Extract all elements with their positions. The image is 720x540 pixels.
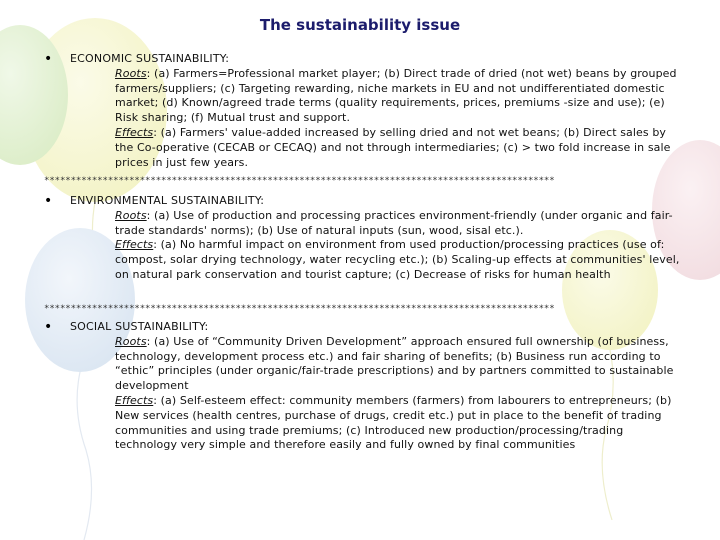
roots-paragraph <box>115 67 684 126</box>
effects-paragraph <box>115 126 684 170</box>
effects-text: : (a) No harmful impact on environment from used production/processing practices (use of: compost, solar drying technology, water recycling etc.); (b) Scaling-up effects at communities' level, on natural park conservation and tourist capture; (c) Decrease of risks for human health <box>115 238 680 281</box>
roots-label: Roots <box>115 334 147 348</box>
roots-text: : (a) Farmers=Professional market player; (b) Direct trade of dried (not wet) beans by grouped farmers/suppliers; (c) Targeting rewarding, niche markets in EU and not undifferentiated domestic market; (d) Known/agreed trade terms (quality requirements, prices, premiums -size and use); (e) Risk sharing; (f) Mutual trust and support. <box>115 66 677 125</box>
bullet: • <box>44 193 53 209</box>
effects-paragraph <box>115 394 684 453</box>
effects-text: : (a) Self-esteem effect: community members (farmers) from labourers to entrepreneurs; (b) New services (health centres, purchase of drugs, credit etc.) put in place to the benefit of trading communities and using trade premiums; (c) Introduced new production/processing/trading technology very simple and therefore easily and fully owned by final communities <box>115 393 672 452</box>
bullet: • <box>44 319 53 335</box>
effects-label: Effects <box>115 393 154 407</box>
section-heading: ECONOMIC SUSTAINABILITY: <box>70 52 230 65</box>
section-environmental <box>44 194 684 283</box>
section-heading: ENVIRONMENTAL SUSTAINABILITY: <box>70 194 265 207</box>
section-social <box>44 320 684 453</box>
roots-label: Roots <box>115 66 147 80</box>
roots-paragraph <box>115 209 684 239</box>
separator-line: ************************************************************************************************ <box>44 304 555 314</box>
separator-line: ************************************************************************************************ <box>44 176 555 186</box>
effects-label: Effects <box>115 238 154 252</box>
effects-paragraph <box>115 238 684 282</box>
bullet: • <box>44 51 53 67</box>
section-heading: SOCIAL SUSTAINABILITY: <box>70 320 209 333</box>
effects-label: Effects <box>115 125 154 139</box>
effects-text: : (a) Farmers' value-added increased by selling dried and not wet beans; (b) Direct sales by the Co-operative (CECAB or CECAQ) and not through intermediaries; (c) > two fold increase in sale prices in just few years. <box>115 125 671 169</box>
slide-title: The sustainability issue <box>259 16 461 34</box>
roots-label: Roots <box>115 208 147 222</box>
roots-paragraph <box>115 335 684 394</box>
roots-text: : (a) Use of “Community Driven Development” approach ensured full ownership (of business, technology, development process etc.) and fair sharing of benefits; (b) Business run according to “ethic” principles (under organic/fair-trade prescriptions) and by partners committed to sustainable development <box>115 334 674 393</box>
section-economic <box>44 52 684 170</box>
roots-text: : (a) Use of production and processing practices environment-friendly (under organic and fair-trade standards' norms); (b) Use of natural inputs (sun, wood, sisal etc.). <box>115 208 673 237</box>
